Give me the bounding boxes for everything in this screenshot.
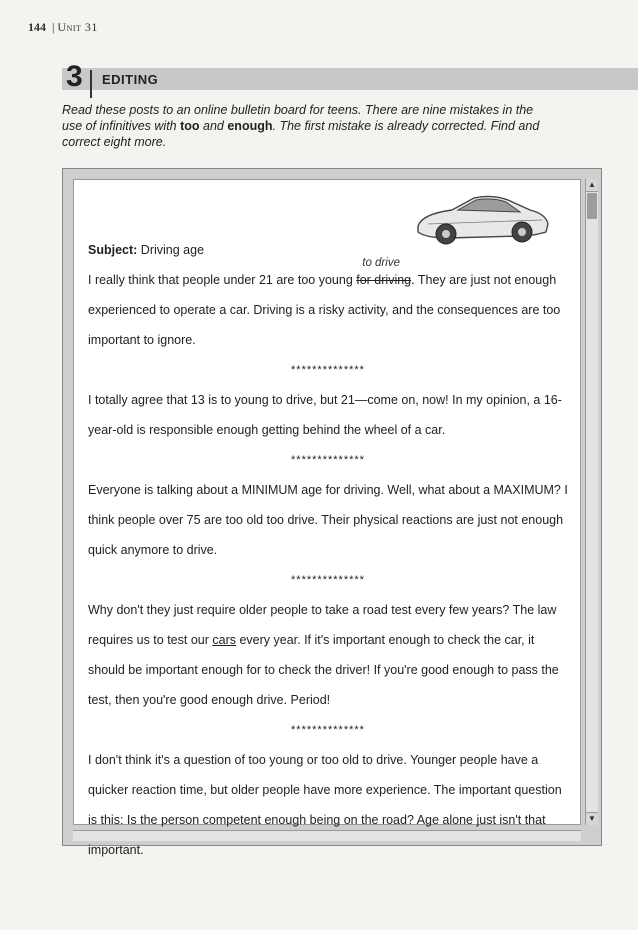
subject-label: Subject: [88, 242, 138, 257]
post-separator-2: ************** [291, 453, 365, 466]
scroll-up-arrow-icon[interactable]: ▲ [586, 179, 598, 192]
post-3-text: Everyone is talking about a MINIMUM age for driving. Well, what about a MAXIMUM? I think people over 75 are too old too drive. Their physical reactions are just not enough quick anymore to drive. [88, 482, 568, 557]
post-4-text-after: every year. If it's important enough to check the car, it should be important enough for to check the driver! If you're good enough to pass the test, then you're good enough drive. Period! [88, 632, 559, 707]
post-separator-4: ************** [291, 723, 365, 736]
correction-wrap [356, 256, 412, 287]
post-3 [88, 475, 568, 565]
post-5-text: I don't think it's a question of too young or too old to drive. Younger people have a quicker reaction time, but older people have more experience. The important question is this: Is the person competent enough being on the road? Age alone just isn't that important. [88, 752, 562, 857]
post-5 [88, 745, 568, 865]
scroll-down-arrow-icon[interactable]: ▼ [586, 812, 598, 825]
struck-text: for driving [356, 272, 412, 287]
unit-label: Unit 31 [57, 20, 98, 34]
page-number: 144 [28, 20, 46, 34]
instructions-keyword-enough: enough [227, 119, 273, 133]
post-separator-1: ************** [291, 363, 365, 376]
scroll-thumb[interactable] [587, 193, 597, 219]
post-1 [88, 256, 568, 355]
instructions-keyword-too: too [180, 119, 200, 133]
post-subject-line [88, 235, 568, 265]
page-number-divider: | [52, 20, 55, 34]
post-4 [88, 595, 568, 715]
page-header [28, 20, 98, 35]
handwritten-correction: to drive [362, 256, 400, 269]
instructions-text-and: and [199, 119, 228, 133]
bulletin-board-posts [88, 222, 568, 865]
vertical-scrollbar[interactable] [585, 179, 598, 825]
instructions-text-2: . The first mistake is already corrected. Find and correct eight more. [62, 119, 540, 149]
exercise-instructions [62, 102, 542, 150]
post-separator-3: ************** [291, 573, 365, 586]
section-title: EDITING [102, 72, 159, 87]
post-4-text [88, 595, 568, 715]
post-4-text-before: Why don't they just require older people to take a road test every few years? The law requires us to test our [88, 602, 557, 647]
post-1-text-before: I really think that people under 21 are too young [88, 272, 357, 287]
post-1-text [88, 256, 568, 355]
post-2 [88, 385, 568, 445]
underlined-word: cars [212, 632, 236, 647]
post-2-text: I totally agree that 13 is to young to drive, but 21—come on, now! In my opinion, a 16-year-old is responsible enough getting behind the wheel of a car. [88, 392, 562, 437]
section-number: 3 [66, 60, 83, 93]
subject-text: Driving age [140, 242, 205, 257]
post-1-text-after: . They are just not enough experienced to operate a car. Driving is a risky activity, and the consequences are too important to ignore. [88, 272, 561, 347]
section-divider [90, 70, 92, 98]
instructions-text-1: Read these posts to an online bulletin board for teens. There are nine mistakes in the use of infinitives with [62, 103, 534, 133]
